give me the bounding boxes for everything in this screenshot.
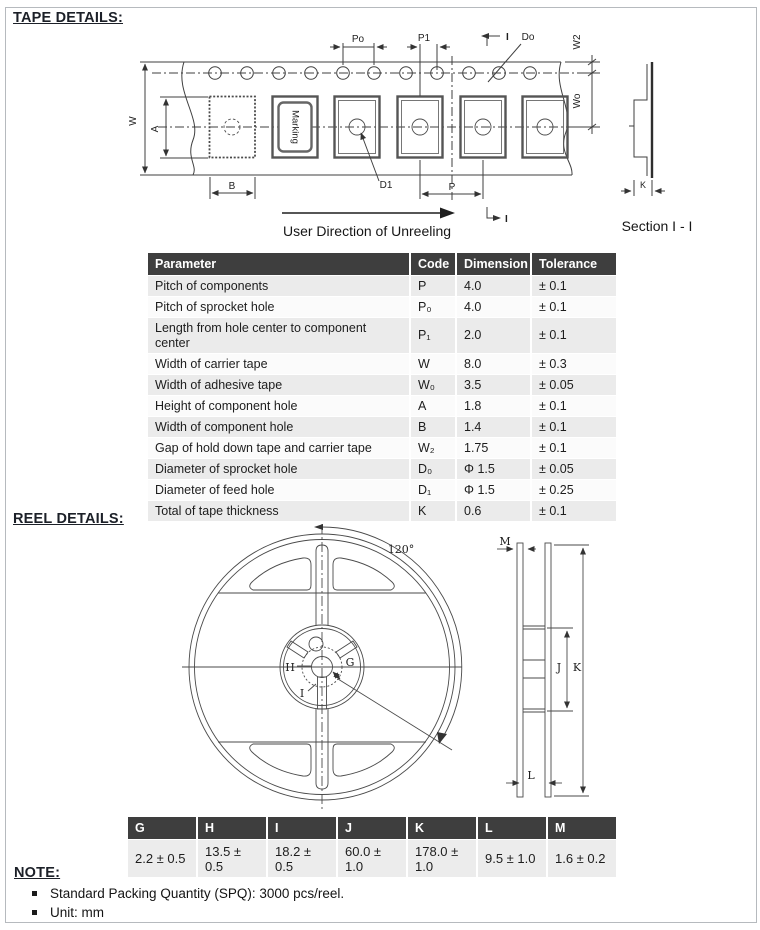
cell-parameter: Width of adhesive tape xyxy=(148,374,411,395)
note-text: Unit: mm xyxy=(50,905,104,920)
cell-dimension: 3.5 xyxy=(457,374,532,395)
note-section xyxy=(14,864,614,920)
list-item xyxy=(14,886,614,901)
table-header-row xyxy=(148,253,618,275)
label-section-i-top: I xyxy=(506,32,509,43)
cell-dimension: 4.0 xyxy=(457,275,532,296)
label-k-side: K xyxy=(572,661,582,674)
cell-dimension: 1.75 xyxy=(457,437,532,458)
tape-drawing xyxy=(0,0,760,250)
table-row xyxy=(148,458,618,479)
dim-p1 xyxy=(407,33,450,96)
cell-dimension: Φ 1.5 xyxy=(457,479,532,500)
square-bullet-icon xyxy=(32,891,37,896)
cell-code: W xyxy=(411,353,457,374)
cell-parameter: Diameter of sprocket hole xyxy=(148,458,411,479)
cell-dimension: 2.0 xyxy=(457,317,532,353)
cell-parameter: Width of carrier tape xyxy=(148,353,411,374)
label-angle: 120° xyxy=(387,543,415,556)
cell-tolerance: ± 0.05 xyxy=(532,374,618,395)
pocket-marking xyxy=(273,97,318,158)
col-dimension: Dimension xyxy=(457,253,532,275)
table-row xyxy=(148,374,618,395)
cell-dimension: Φ 1.5 xyxy=(457,458,532,479)
label-section-i-bottom: I xyxy=(505,214,508,225)
hub-leader-line xyxy=(338,679,452,750)
cell-tolerance: ± 0.1 xyxy=(532,275,618,296)
section-marker-bottom xyxy=(487,207,508,225)
section-title: Section I - I xyxy=(621,218,693,234)
section-marker-top xyxy=(481,32,509,46)
label-l: L xyxy=(527,769,535,782)
label-po: Po xyxy=(351,34,365,45)
cell-code: W₂ xyxy=(411,437,457,458)
cell-code: B xyxy=(411,416,457,437)
cell-code: D₀ xyxy=(411,458,457,479)
cell-tolerance: ± 0.25 xyxy=(532,479,618,500)
cell-code: A xyxy=(411,395,457,416)
table-row xyxy=(148,317,618,353)
label-a: A xyxy=(150,125,161,133)
col-h: H xyxy=(198,817,268,839)
col-m: M xyxy=(548,817,618,839)
cell-code: D₁ xyxy=(411,479,457,500)
cell-g: 2.2 ± 0.5 xyxy=(128,839,198,877)
cell-tolerance: ± 0.1 xyxy=(532,296,618,317)
cell-tolerance: ± 0.1 xyxy=(532,395,618,416)
table-row xyxy=(148,437,618,458)
cell-parameter: Gap of hold down tape and carrier tape xyxy=(148,437,411,458)
col-j: J xyxy=(338,817,408,839)
cell-i: 18.2 ± 0.5 xyxy=(268,839,338,877)
cell-tolerance: ± 0.1 xyxy=(532,317,618,353)
col-k: K xyxy=(408,817,478,839)
reel-front-view xyxy=(182,524,462,812)
table-row xyxy=(148,275,618,296)
table-row xyxy=(148,296,618,317)
unreeling-direction xyxy=(282,208,455,240)
cell-code: K xyxy=(411,500,457,521)
label-w2: W2 xyxy=(572,34,583,50)
label-i: I xyxy=(299,687,305,700)
cell-h: 13.5 ± 0.5 xyxy=(198,839,268,877)
marking-label: Marking xyxy=(289,110,301,144)
unreeling-caption: User Direction of Unreeling xyxy=(282,223,452,239)
cell-code: P₁ xyxy=(411,317,457,353)
col-i: I xyxy=(268,817,338,839)
cell-parameter: Length from hole center to component center xyxy=(148,317,411,353)
col-code: Code xyxy=(411,253,457,275)
cell-j: 60.0 ± 1.0 xyxy=(338,839,408,877)
tape-spec-table xyxy=(148,253,618,521)
section-view xyxy=(621,62,665,196)
cell-dimension: 1.4 xyxy=(457,416,532,437)
label-g: G xyxy=(345,656,355,669)
label-do: Do xyxy=(521,32,535,43)
square-bullet-icon xyxy=(32,910,37,915)
cell-code: P₀ xyxy=(411,296,457,317)
reel-drawing xyxy=(0,510,760,822)
table-row xyxy=(148,416,618,437)
cell-parameter: Diameter of feed hole xyxy=(148,479,411,500)
label-k: K xyxy=(639,180,647,190)
table-row xyxy=(148,395,618,416)
cell-parameter: Width of component hole xyxy=(148,416,411,437)
col-l: L xyxy=(478,817,548,839)
col-parameter: Parameter xyxy=(148,253,411,275)
cell-parameter: Pitch of components xyxy=(148,275,411,296)
label-j: J xyxy=(556,661,562,674)
cell-tolerance: ± 0.1 xyxy=(532,500,618,521)
note-text: Standard Packing Quantity (SPQ): 3000 pcs/reel. xyxy=(50,886,345,901)
cell-dimension: 0.6 xyxy=(457,500,532,521)
cell-m: 1.6 ± 0.2 xyxy=(548,839,618,877)
label-w: W xyxy=(128,116,139,126)
tape-details-heading: TAPE DETAILS: xyxy=(13,10,124,26)
cell-parameter: Height of component hole xyxy=(148,395,411,416)
label-m: M xyxy=(499,535,511,548)
col-tolerance: Tolerance xyxy=(532,253,618,275)
reel-side-view xyxy=(497,535,589,797)
cell-k: 178.0 ± 1.0 xyxy=(408,839,478,877)
cell-tolerance: ± 0.05 xyxy=(532,458,618,479)
cell-l: 9.5 ± 1.0 xyxy=(478,839,548,877)
dim-b xyxy=(210,177,255,199)
cell-code: W₀ xyxy=(411,374,457,395)
cell-dimension: 4.0 xyxy=(457,296,532,317)
note-heading: NOTE: xyxy=(14,865,61,881)
leader-do xyxy=(488,32,535,82)
label-d1: D1 xyxy=(379,180,393,191)
list-item xyxy=(14,905,614,920)
table-row xyxy=(148,479,618,500)
cell-tolerance: ± 0.3 xyxy=(532,353,618,374)
cell-tolerance: ± 0.1 xyxy=(532,416,618,437)
cell-parameter: Total of tape thickness xyxy=(148,500,411,521)
label-p1: P1 xyxy=(417,33,431,44)
cell-dimension: 1.8 xyxy=(457,395,532,416)
label-p: P xyxy=(448,182,456,193)
label-b: B xyxy=(228,181,236,192)
cell-code: P xyxy=(411,275,457,296)
dim-po xyxy=(330,34,387,65)
cell-tolerance: ± 0.1 xyxy=(532,437,618,458)
table-row xyxy=(148,353,618,374)
reel-details-heading: REEL DETAILS: xyxy=(13,511,124,527)
leader-d1 xyxy=(361,133,393,191)
label-h: H xyxy=(285,661,295,674)
cell-dimension: 8.0 xyxy=(457,353,532,374)
cell-parameter: Pitch of sprocket hole xyxy=(148,296,411,317)
dim-w2-wo xyxy=(565,34,600,134)
label-wo: Wo xyxy=(572,93,583,109)
col-g: G xyxy=(128,817,198,839)
table-header-row xyxy=(128,817,618,839)
